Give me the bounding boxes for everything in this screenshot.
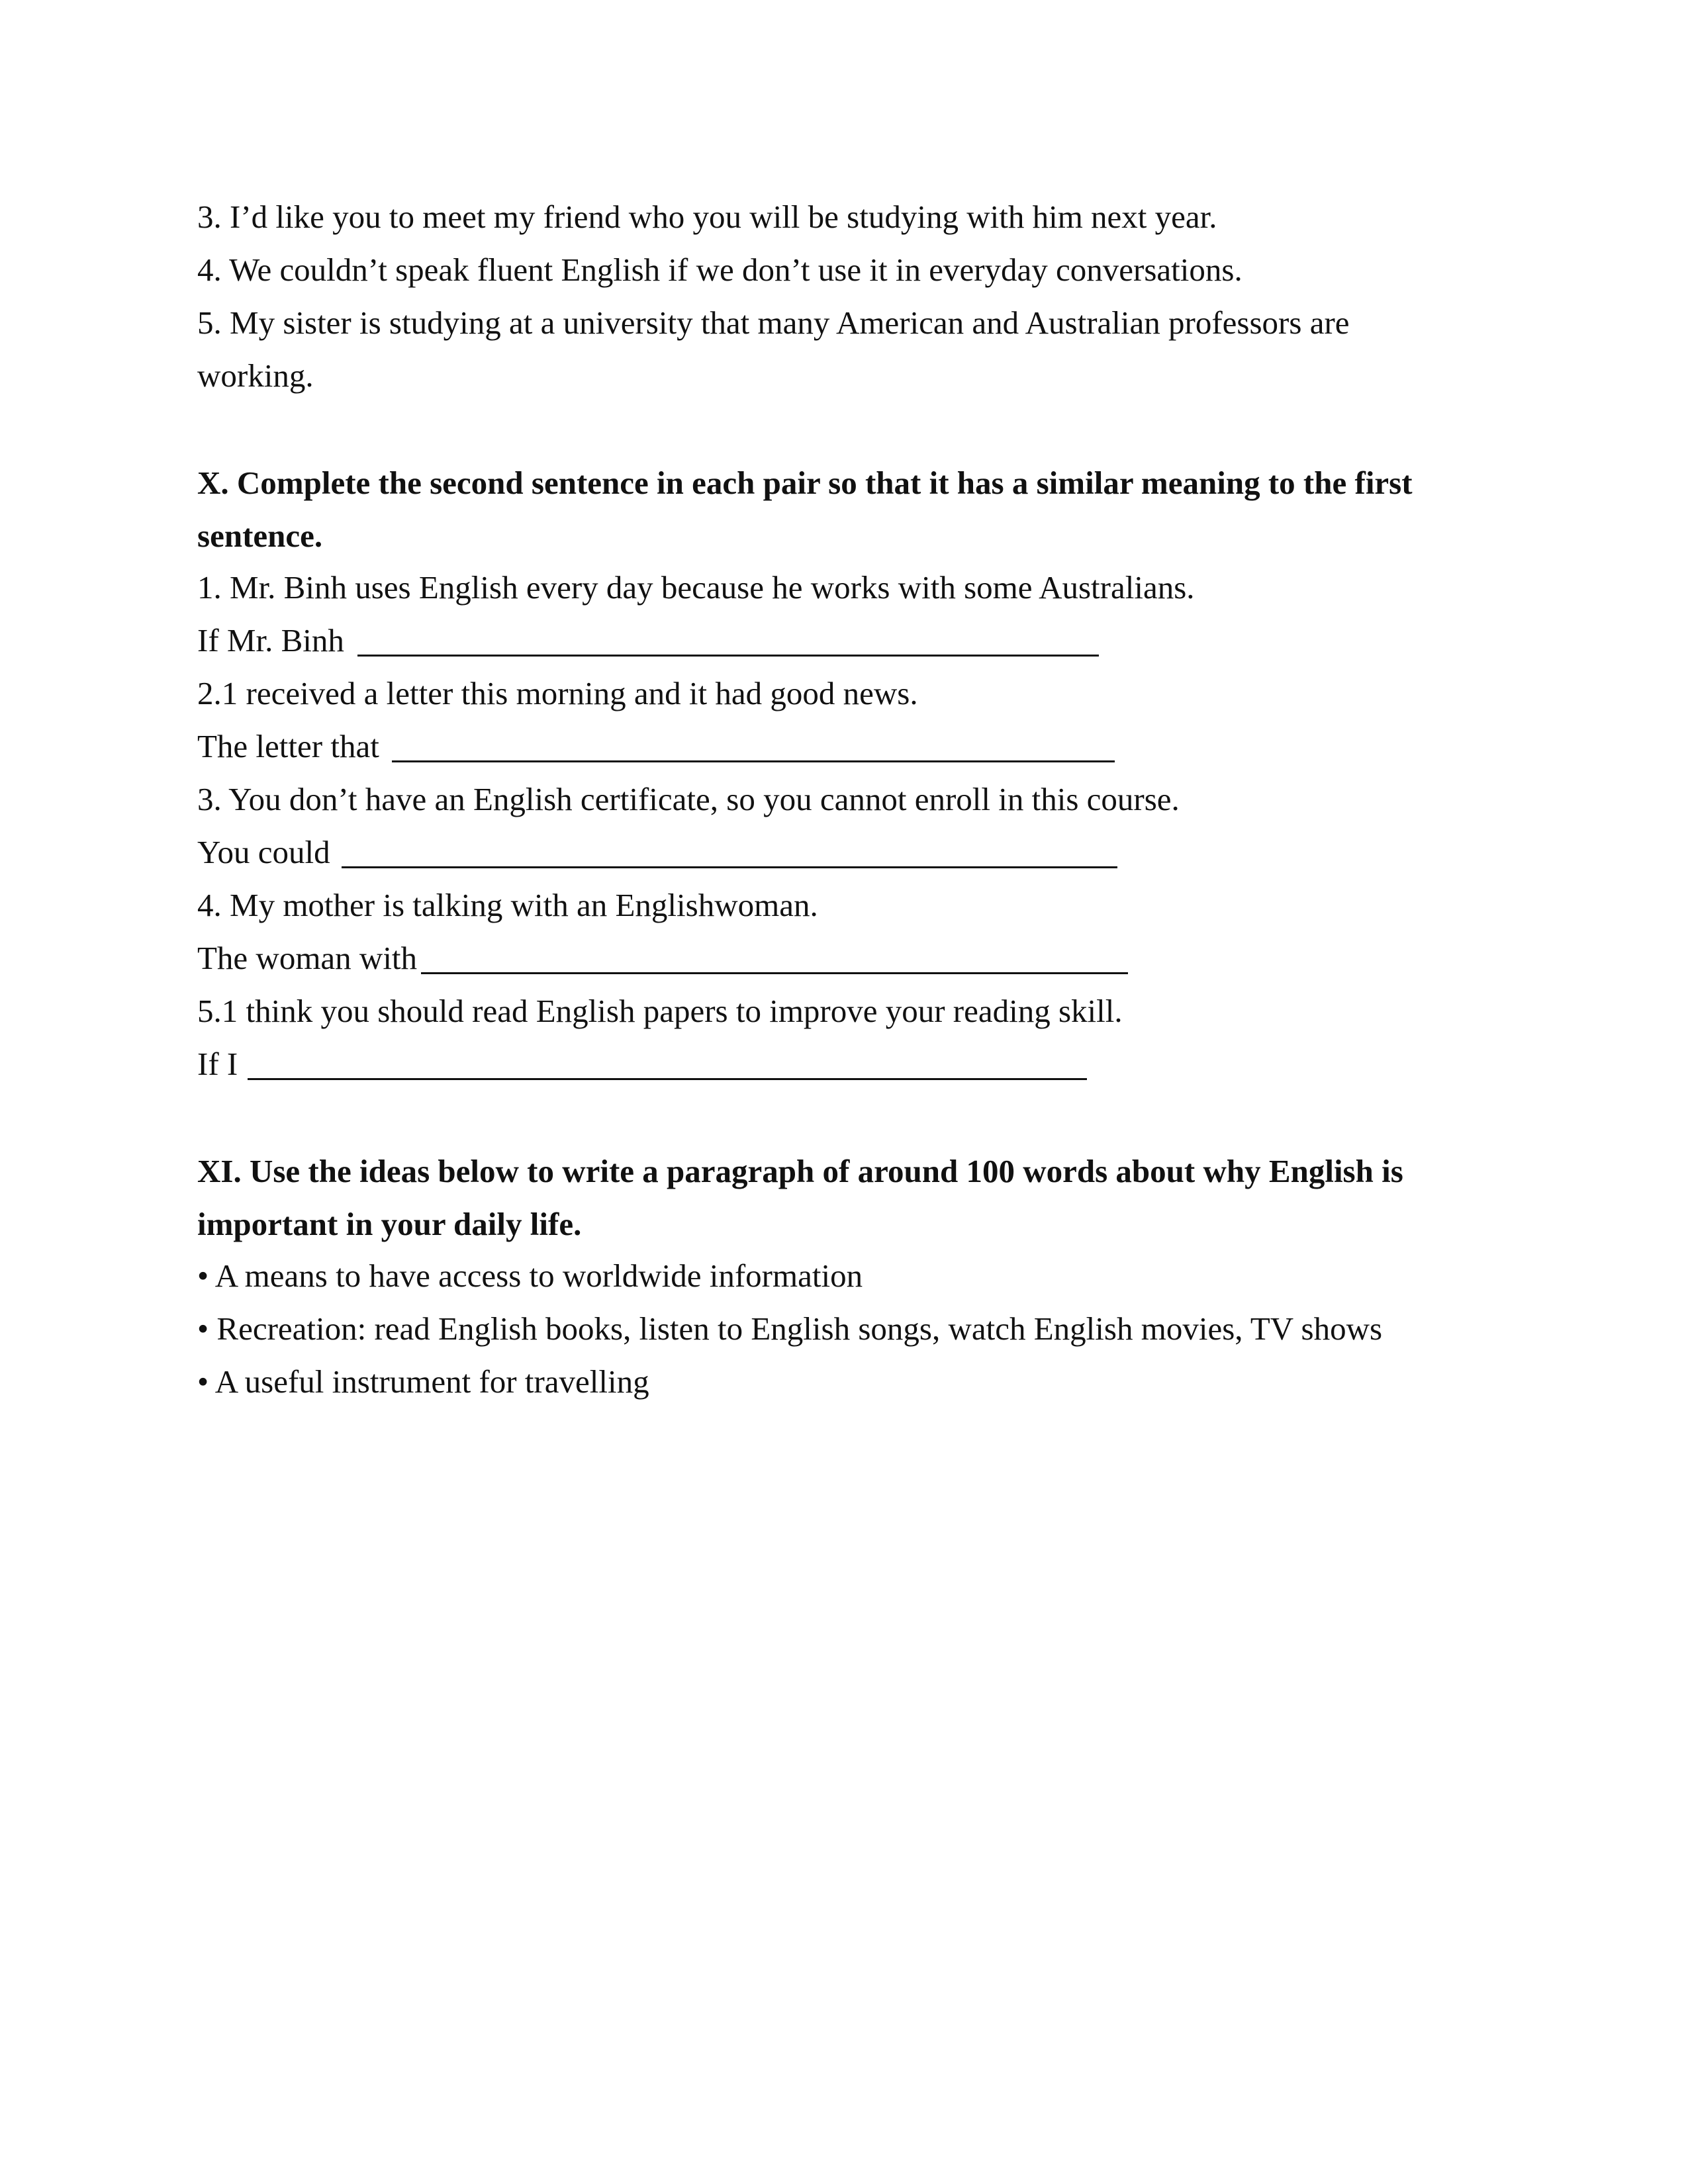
rewrite-sentence-5: 5.1 think you should read English papers to improve your reading skill. xyxy=(197,993,1123,1029)
rewrite-sentence-2: 2.1 received a letter this morning and it had good news. xyxy=(197,675,918,711)
rewrite-sentence-3: 3. You don’t have an English certificate, so you cannot enroll in this course. xyxy=(197,781,1180,817)
answer-blank-1[interactable] xyxy=(357,655,1099,657)
answer-blank-3[interactable] xyxy=(342,866,1117,868)
idea-bullet-3: • A useful instrument for travelling xyxy=(197,1363,649,1400)
idea-bullet-2: • Recreation: read English books, listen to English songs, watch English movies, TV shows xyxy=(197,1310,1383,1347)
idea-bullet-1: • A means to have access to worldwide information xyxy=(197,1257,863,1294)
rewrite-prompt-3: You could xyxy=(197,834,330,870)
rewrite-sentence-1: 1. Mr. Binh uses English every day because he works with some Australians. xyxy=(197,569,1195,606)
exercise-item-4: 4. We couldn’t speak fluent English if we don’t use it in everyday conversations. xyxy=(197,251,1243,288)
section-xi-heading: XI. Use the ideas below to write a paragraph of around 100 words about why English is xyxy=(197,1153,1403,1189)
rewrite-prompt-2: The letter that xyxy=(197,728,379,764)
section-x-heading-continued: sentence. xyxy=(197,518,323,554)
section-xi-heading-continued: important in your daily life. xyxy=(197,1206,582,1242)
section-x-heading: X. Complete the second sentence in each pair so that it has a similar meaning to the first xyxy=(197,465,1413,501)
exercise-item-3: 3. I’d like you to meet my friend who you will be studying with him next year. xyxy=(197,199,1217,235)
rewrite-sentence-4: 4. My mother is talking with an Englishwoman. xyxy=(197,887,818,923)
exercise-item-5: 5. My sister is studying at a university that many American and Australian professors are xyxy=(197,304,1350,341)
answer-blank-5[interactable] xyxy=(248,1078,1087,1080)
exercise-item-5-continued: working. xyxy=(197,357,314,394)
rewrite-prompt-4: The woman with xyxy=(197,940,418,976)
rewrite-prompt-5: If I xyxy=(197,1046,238,1082)
answer-blank-4[interactable] xyxy=(421,972,1128,974)
rewrite-prompt-1: If Mr. Binh xyxy=(197,622,344,659)
answer-blank-2[interactable] xyxy=(392,760,1115,762)
